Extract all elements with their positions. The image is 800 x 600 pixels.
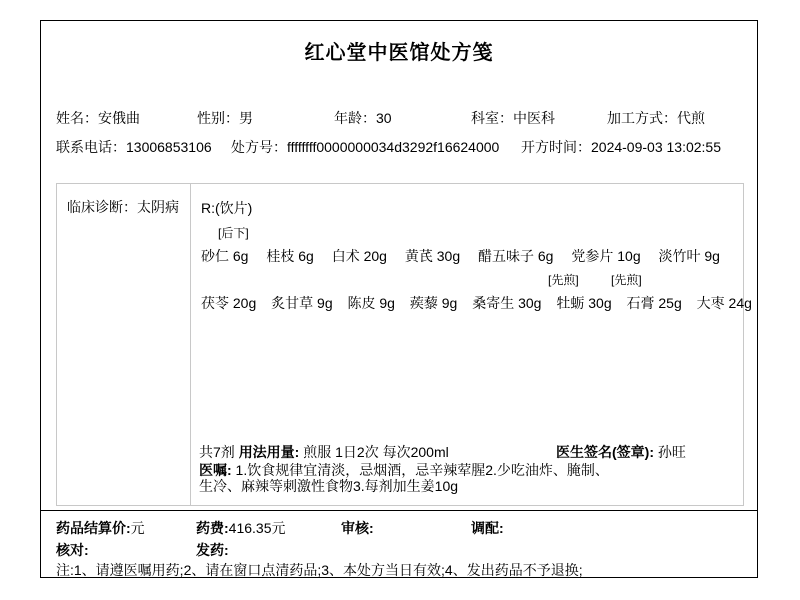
prescription-sheet xyxy=(40,20,758,578)
herb-item: 白术 20g xyxy=(331,248,387,264)
usage-label: 用法用量: xyxy=(238,444,300,460)
decoct-later-tag: [后下] xyxy=(218,226,249,240)
issue-time-field xyxy=(521,137,721,157)
page-title: 红心堂中医馆处方笺 xyxy=(304,42,494,64)
prescription-body xyxy=(56,183,752,506)
usage-value: 煎服 1日2次 每次200ml xyxy=(299,444,449,460)
processing-method-value: 代煎 xyxy=(677,110,705,126)
prescription-number-label: 处方号： xyxy=(231,139,287,155)
patient-name-label: 姓名： xyxy=(56,110,98,126)
prescription-number-field xyxy=(231,137,499,157)
patient-sex-label: 性别： xyxy=(197,110,239,126)
dose-count: 共7剂 xyxy=(199,444,239,460)
patient-name-value: 安俄曲 xyxy=(98,110,140,126)
herb-item: 党参片 10g xyxy=(571,248,641,264)
medical-advice-label: 医嘱: xyxy=(199,462,232,478)
medicine-fee-field xyxy=(196,518,286,538)
phone-field xyxy=(56,137,212,157)
medical-advice-line-2: 生冷、麻辣等刺激性食物3.每剂加生姜10g xyxy=(199,478,459,494)
herb-item: 蒺藜 9g xyxy=(409,295,458,311)
issue-time-value: 2024-09-03 13:02:55 xyxy=(591,139,721,155)
settlement-price-value: 元 xyxy=(130,520,145,536)
diagnosis-value: 太阴病 xyxy=(137,199,179,215)
processing-method-label: 加工方式： xyxy=(607,110,677,126)
herb-item: 桑寄生 30g xyxy=(472,295,542,311)
review-label: 审核: xyxy=(341,520,374,536)
herb-line-2 xyxy=(201,293,752,313)
review-field xyxy=(341,518,374,538)
herb-item: 茯苓 20g xyxy=(201,295,257,311)
department-field xyxy=(471,108,555,128)
herb-item: 黄芪 30g xyxy=(404,248,461,264)
patient-age-label: 年龄： xyxy=(334,110,376,126)
clinical-diagnosis-cell xyxy=(57,184,191,505)
herb-item: 砂仁 6g xyxy=(201,248,249,264)
doctor-signature-field xyxy=(556,442,686,462)
settlement-price-field xyxy=(56,518,145,538)
patient-name-field xyxy=(56,108,140,128)
herb-item: 牡蛎 30g xyxy=(556,295,612,311)
herb-item: 大枣 24g xyxy=(696,295,752,311)
footer-note: 注:1、请遵医嘱用药;2、请在窗口点清药品;3、本处方当日有效;4、发出药品不予退换; xyxy=(56,562,583,578)
decoct-first-tag: [先煎] xyxy=(611,273,642,287)
herb-item: 桂枝 6g xyxy=(266,248,314,264)
dispense-label: 发药: xyxy=(196,542,229,558)
rx-header: R:(饮片) xyxy=(201,200,253,216)
settlement-price-label: 药品结算价: xyxy=(56,520,131,536)
dispense-prep-label: 调配: xyxy=(471,520,504,536)
doctor-signature-value: 孙旺 xyxy=(654,444,686,460)
herb-item: 醋五味子 6g xyxy=(478,248,554,264)
medicine-fee-value: 416.35元 xyxy=(228,520,286,536)
herb-item: 淡竹叶 9g xyxy=(658,248,720,264)
medical-advice-text-1: 1.饮食规律宜清淡，忌烟酒，忌辛辣荤腥2.少吃油炸、腌制、 xyxy=(231,462,609,478)
phone-label: 联系电话： xyxy=(56,139,126,155)
patient-sex-value: 男 xyxy=(239,110,253,126)
medicine-fee-label: 药费: xyxy=(196,520,229,536)
issue-time-label: 开方时间： xyxy=(521,139,591,155)
herb-line-1 xyxy=(201,246,720,266)
herb-item: 炙甘草 9g xyxy=(271,295,333,311)
check-field xyxy=(56,540,89,560)
herb-item: 石膏 25g xyxy=(626,295,682,311)
rx-cell xyxy=(191,184,752,505)
patient-age-value: 30 xyxy=(376,110,392,126)
phone-value: 13006853106 xyxy=(126,139,212,155)
processing-method-field xyxy=(607,108,705,128)
department-value: 中医科 xyxy=(513,110,555,126)
patient-sex-field xyxy=(197,108,253,128)
dispense-field xyxy=(196,540,229,560)
patient-age-field xyxy=(334,108,392,128)
department-label: 科室： xyxy=(471,110,513,126)
check-label: 核对: xyxy=(56,542,89,558)
prescription-number-value: ffffffff0000000034d3292f16624000 xyxy=(287,139,500,155)
dispense-prep-field xyxy=(471,518,504,538)
decoct-first-tag: [先煎] xyxy=(548,273,579,287)
usage-row xyxy=(199,442,735,462)
diagnosis-label: 临床诊断： xyxy=(67,199,137,215)
doctor-signature-label: 医生签名(签章): xyxy=(556,444,654,460)
footer-divider xyxy=(41,510,757,511)
herb-item: 陈皮 9g xyxy=(347,295,395,311)
